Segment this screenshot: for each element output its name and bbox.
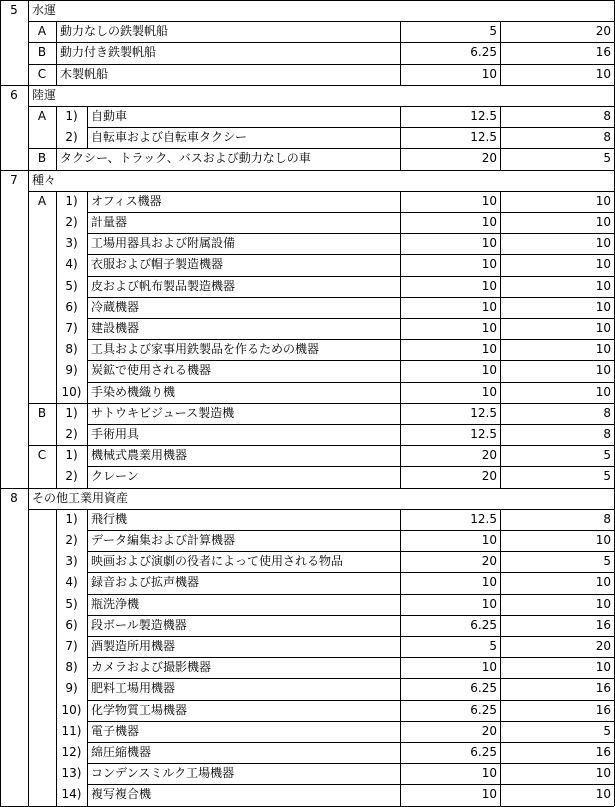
column-rule [400,763,401,784]
column-rule [87,445,88,466]
column-rule [500,276,501,297]
item-sub-number: 3) [65,236,78,251]
item-name: 皮および帆布製品製造機器 [91,278,236,293]
column-rule [500,21,501,42]
column-rule [28,0,29,85]
rate-value-1: 20 [481,723,497,738]
group-letter: C [37,66,47,81]
group-letter: C [37,448,47,463]
item-name: 動力付き鉄製帆船 [60,45,157,60]
column-rule [400,233,401,254]
rate-value-1: 20 [481,469,497,484]
column-rule [87,678,88,699]
item-name: 動力なしの鉄製帆船 [60,24,169,39]
rate-value-2: 10 [595,193,611,208]
rate-value-1: 10 [481,215,497,229]
group-letter: A [37,193,47,208]
item-sub-number: 8) [65,342,78,357]
column-rule [87,127,88,148]
rate-value-2: 10 [595,321,611,335]
column-rule [400,64,401,85]
rate-value-2: 5 [603,448,611,463]
item-sub-number: 2) [65,130,78,145]
item-sub-number: 10) [61,384,82,399]
item-name: 工場用器具および附属設備 [91,236,236,251]
column-rule [500,212,501,233]
column-rule [500,466,501,487]
column-rule [87,551,88,572]
column-rule [87,657,88,678]
item-name: サトウキビジュース製造機 [91,405,235,420]
column-rule [87,530,88,551]
column-rule [500,424,501,445]
rate-value-2: 10 [595,363,611,378]
rate-value-2: 8 [603,130,611,145]
item-sub-number: 9) [65,363,78,378]
rate-value-1: 10 [481,575,497,590]
column-rule [87,721,88,742]
rate-value-2: 10 [595,660,611,675]
item-name: 電子機器 [91,723,140,738]
item-name: 録音および拡声機器 [91,575,200,590]
item-name: 自転車および自転車タクシー [91,130,248,145]
rate-value-1: 10 [481,363,497,378]
item-sub-number: 1) [65,109,78,123]
item-sub-number: 2) [65,533,78,547]
column-rule [500,106,501,127]
rate-value-2: 8 [603,405,611,420]
column-rule [400,509,401,530]
column-rule [500,742,501,763]
column-rule [400,127,401,148]
rate-value-1: 6.25 [470,617,497,632]
rate-value-1: 6.25 [470,702,497,717]
column-rule [400,21,401,42]
section-number: 7 [10,172,18,187]
column-rule [400,254,401,275]
rate-value-1: 10 [481,321,497,335]
column-rule [400,466,401,487]
column-rule [500,339,501,360]
column-rule [500,763,501,784]
column-rule [87,318,88,339]
section-title: 種々 [32,172,57,187]
column-rule [500,551,501,572]
rate-value-1: 20 [481,554,497,569]
item-sub-number: 2) [65,469,78,484]
column-rule [500,530,501,551]
column-rule [500,297,501,318]
rate-value-2: 10 [595,299,611,314]
item-sub-number: 9) [65,681,78,696]
rate-value-2: 8 [603,109,611,123]
column-rule [400,636,401,657]
column-rule [400,339,401,360]
rate-value-1: 10 [481,236,497,251]
item-name: 複写複合機 [91,787,152,802]
rate-value-1: 5 [489,24,497,39]
item-name: 計量器 [91,215,128,229]
item-name: 工具および家事用鉄製品を作るための機器 [91,342,320,357]
item-sub-number: 4) [65,257,78,272]
column-rule [500,64,501,85]
column-rule [87,742,88,763]
rate-value-2: 16 [595,617,611,632]
column-rule [87,700,88,721]
column-rule [87,594,88,615]
column-rule [400,297,401,318]
column-rule [400,742,401,763]
section-title: その他工業用資産 [32,490,129,505]
section-number: 8 [10,490,18,505]
item-sub-number: 7) [65,639,78,653]
rate-value-2: 16 [595,745,611,759]
item-name: 衣服および帽子製造機器 [91,257,224,272]
column-rule [400,572,401,593]
item-name: 飛行機 [91,511,128,526]
rate-value-1: 12.5 [470,405,497,420]
rate-value-2: 5 [603,554,611,569]
section-number: 5 [10,3,18,17]
column-rule [56,191,57,403]
column-rule [87,763,88,784]
column-rule [500,42,501,63]
rate-value-2: 5 [603,151,611,166]
column-rule [400,106,401,127]
item-name: 手染め機織り機 [91,384,176,399]
column-rule [400,212,401,233]
item-sub-number: 1) [65,511,78,526]
item-sub-number: 10) [61,702,82,717]
rate-value-2: 10 [595,236,611,251]
column-rule [87,233,88,254]
column-rule [28,170,29,488]
column-rule [400,551,401,572]
item-name: 段ボール製造機器 [91,617,187,632]
item-sub-number: 2) [65,427,78,441]
rate-value-1: 10 [481,660,497,675]
rate-value-1: 10 [481,533,497,547]
rate-value-1: 10 [481,342,497,357]
rate-value-1: 10 [481,193,497,208]
rate-value-1: 10 [481,787,497,802]
column-rule [87,509,88,530]
item-name: 肥料工場用機器 [91,681,176,696]
column-rule [500,254,501,275]
column-rule [500,509,501,530]
rate-value-2: 10 [595,257,611,272]
item-sub-number: 1) [65,405,78,420]
column-rule [500,721,501,742]
item-name: 酒製造所用機器 [91,639,176,653]
rate-value-1: 10 [481,299,497,314]
column-rule [87,254,88,275]
column-rule [500,445,501,466]
column-rule [87,636,88,657]
item-sub-number: 4) [65,575,78,590]
rate-value-2: 10 [595,384,611,399]
rate-value-2: 5 [603,723,611,738]
group-letter: B [37,151,47,166]
column-rule [400,700,401,721]
column-rule [87,403,88,424]
column-rule [56,21,57,42]
column-rule [400,403,401,424]
column-rule [500,572,501,593]
column-rule [87,339,88,360]
item-sub-number: 8) [65,660,78,675]
rate-value-1: 12.5 [470,511,497,526]
item-sub-number: 6) [65,299,78,314]
column-rule [400,594,401,615]
group-letter: A [37,109,47,123]
section-title: 陸運 [32,87,57,102]
column-rule [87,297,88,318]
item-name: 木製帆船 [60,66,109,81]
rate-value-1: 20 [481,448,497,463]
column-rule [87,615,88,636]
column-rule [28,488,29,806]
rate-value-2: 10 [595,278,611,293]
column-rule [400,360,401,381]
column-rule [400,276,401,297]
column-rule [0,0,1,806]
column-rule [87,212,88,233]
column-rule [500,636,501,657]
rate-value-2: 10 [595,575,611,590]
group-letter: B [37,405,47,420]
rate-value-2: 20 [595,24,611,39]
rate-value-2: 16 [595,681,611,696]
column-rule [500,148,501,169]
item-name: 炭鉱で使用される機器 [91,363,212,378]
column-rule [56,42,57,63]
rate-value-1: 12.5 [470,109,497,123]
item-name: 建設機器 [91,321,140,335]
column-rule [500,191,501,212]
column-rule [400,678,401,699]
column-rule [400,784,401,805]
rate-value-1: 10 [481,257,497,272]
column-rule [87,572,88,593]
column-rule [87,466,88,487]
item-sub-number: 6) [65,617,78,632]
column-rule [56,509,57,806]
rate-value-1: 10 [481,278,497,293]
rate-value-2: 10 [595,766,611,781]
item-name: 手術用具 [91,427,140,441]
rate-value-2: 10 [595,787,611,802]
column-rule [400,721,401,742]
rate-value-2: 16 [595,45,611,60]
column-rule [87,382,88,403]
column-rule [56,64,57,85]
column-rule [500,127,501,148]
item-name: 映画および演劇の役者によって使用される物品 [91,554,344,569]
column-rule [500,784,501,805]
group-letter: B [37,45,47,60]
item-name: コンデンスミルク工場機器 [91,766,235,781]
rate-value-1: 10 [481,384,497,399]
rate-value-2: 10 [595,215,611,229]
column-rule [400,424,401,445]
column-rule [87,360,88,381]
item-name: タクシー、トラック、バスおよび動力なしの車 [60,151,311,166]
rate-value-2: 10 [595,66,611,81]
section-number: 6 [10,87,18,102]
rate-value-1: 5 [489,639,497,653]
item-sub-number: 13) [61,766,82,781]
rate-value-1: 12.5 [470,427,497,441]
column-rule [56,445,57,487]
item-sub-number: 12) [61,745,82,759]
item-sub-number: 11) [61,723,82,738]
rate-value-2: 10 [595,533,611,547]
column-rule [400,615,401,636]
column-rule [56,403,57,445]
item-name: カメラおよび撮影機器 [91,660,212,675]
item-name: データ編集および計算機器 [91,533,236,547]
column-rule [500,615,501,636]
rate-value-1: 6.25 [470,745,497,759]
item-name: 自動車 [91,109,128,123]
table-bottom-rule [0,806,614,807]
rate-value-1: 10 [481,66,497,81]
rate-value-1: 10 [481,766,497,781]
column-rule [87,106,88,127]
item-sub-number: 1) [65,448,78,463]
rate-value-2: 8 [603,427,611,441]
column-rule [400,530,401,551]
column-rule [56,106,57,148]
rate-value-1: 20 [481,151,497,166]
column-rule [400,191,401,212]
item-sub-number: 1) [65,193,78,208]
column-rule [500,700,501,721]
column-rule [87,784,88,805]
item-name: 機械式農業用機器 [91,448,188,463]
item-name: 綿圧縮機器 [91,745,152,759]
column-rule [500,678,501,699]
rate-value-1: 6.25 [470,45,497,60]
column-rule [400,318,401,339]
item-sub-number: 5) [65,278,78,293]
item-sub-number: 5) [65,596,78,611]
column-rule [500,403,501,424]
item-name: 瓶洗浄機 [91,596,140,611]
item-sub-number: 3) [65,554,78,569]
column-rule [500,382,501,403]
column-rule [400,657,401,678]
rate-value-2: 16 [595,702,611,717]
item-sub-number: 2) [65,215,78,229]
rate-value-1: 6.25 [470,681,497,696]
rate-value-2: 10 [595,342,611,357]
column-rule [87,191,88,212]
item-name: 化学物質工場機器 [91,702,188,717]
rate-value-2: 8 [603,511,611,526]
rate-value-2: 20 [595,639,611,653]
rate-value-1: 10 [481,596,497,611]
item-sub-number: 7) [65,321,78,335]
column-rule [87,276,88,297]
item-name: クレーン [91,469,139,484]
column-rule [28,85,29,170]
rate-value-1: 12.5 [470,130,497,145]
column-rule [500,657,501,678]
item-sub-number: 14) [61,787,82,802]
column-rule [500,318,501,339]
column-rule [400,445,401,466]
column-rule [400,42,401,63]
rate-value-2: 5 [603,469,611,484]
column-rule [400,148,401,169]
column-rule [500,594,501,615]
item-name: 冷蔵機器 [91,299,140,314]
section-title: 水運 [32,3,57,17]
rate-value-2: 10 [595,596,611,611]
column-rule [400,382,401,403]
column-rule [87,424,88,445]
column-rule [500,233,501,254]
column-rule [500,360,501,381]
group-letter: A [37,24,47,39]
column-rule [56,148,57,169]
item-name: オフィス機器 [91,193,162,208]
